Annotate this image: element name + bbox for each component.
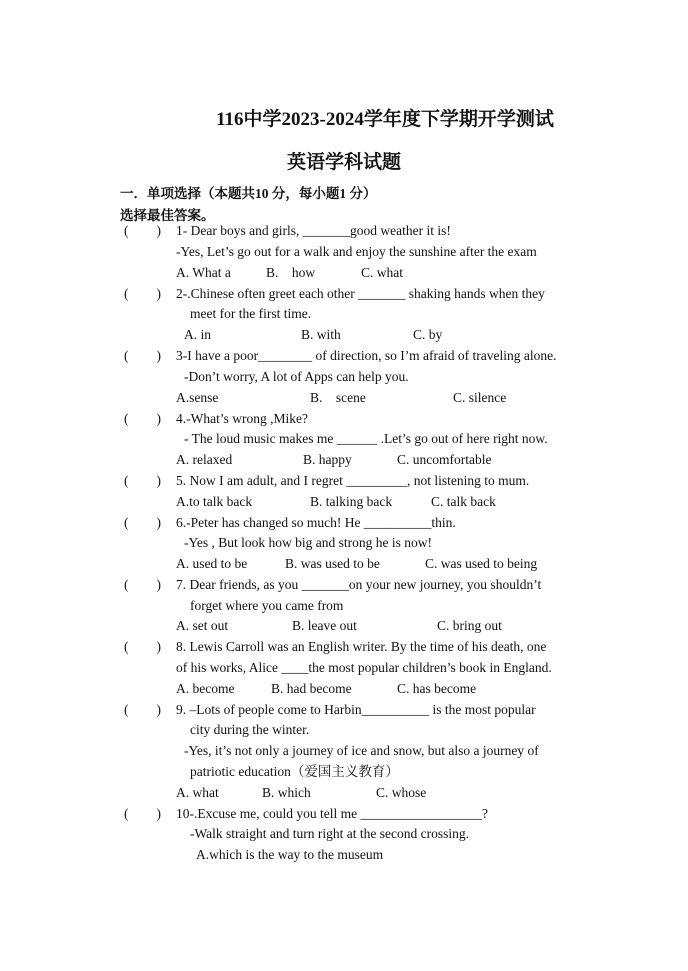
question-line: -Yes, it’s not only a journey of ice and snow, but also a journey of xyxy=(184,743,539,758)
answer-bracket: ( ) xyxy=(124,577,161,592)
question-line: 2-.Chinese often greet each other _______ shaking hands when they xyxy=(176,286,545,301)
question-line: 7. Dear friends, as you _______on your new journey, you shouldn’t xyxy=(176,577,542,592)
section-heading: 一．单项选择（本题共10 分，每小题1 分） xyxy=(120,186,377,201)
question-line: 6.-Peter has changed so much! He __________thin. xyxy=(176,515,456,530)
question-line: forget where you came from xyxy=(190,598,344,613)
option-a: A.which is the way to the museum xyxy=(196,847,384,862)
question-line: 8. Lewis Carroll was an English writer. By the time of his death, one xyxy=(176,639,547,654)
answer-bracket: ( ) xyxy=(124,286,161,301)
option-b: B. had become xyxy=(271,681,352,696)
option-a: A. What a xyxy=(176,265,231,280)
option-a: A.sense xyxy=(176,390,219,405)
option-a: A. what xyxy=(176,785,219,800)
option-c: C. uncomfortable xyxy=(397,452,492,467)
option-c: C. what xyxy=(361,265,403,280)
question-line: city during the winter. xyxy=(190,722,310,737)
option-c: C. by xyxy=(413,327,443,342)
option-a: A. set out xyxy=(176,618,229,633)
answer-bracket: ( ) xyxy=(124,515,161,530)
question-line: -Yes, Let’s go out for a walk and enjoy the sunshine after the exam xyxy=(176,244,537,259)
option-a: A. become xyxy=(176,681,235,696)
answer-bracket: ( ) xyxy=(124,348,161,363)
question-line: 3-I have a poor________ of direction, so I’m afraid of traveling alone. xyxy=(176,348,557,363)
option-a: A. relaxed xyxy=(176,452,233,467)
question-line: 9. –Lots of people come to Harbin__________ is the most popular xyxy=(176,702,536,717)
question-line: 4.-What’s wrong ,Mike? xyxy=(176,411,308,426)
answer-bracket: ( ) xyxy=(124,223,161,238)
option-a: A. in xyxy=(184,327,211,342)
answer-bracket: ( ) xyxy=(124,639,161,654)
exam-title: 116中学2023-2024学年度下学期开学测试 xyxy=(216,109,554,130)
question-line: - The loud music makes me ______ .Let’s go out of here right now. xyxy=(184,431,548,446)
option-c: C. bring out xyxy=(437,618,502,633)
option-b: B. talking back xyxy=(310,494,393,509)
option-b: B. scene xyxy=(310,390,366,405)
option-b: B. leave out xyxy=(292,618,357,633)
option-a: A. used to be xyxy=(176,556,248,571)
option-c: C. silence xyxy=(453,390,507,405)
answer-bracket: ( ) xyxy=(124,473,161,488)
option-b: B. how xyxy=(266,265,316,280)
option-b: B. with xyxy=(301,327,341,342)
option-b: B. happy xyxy=(303,452,352,467)
question-line: -Don’t worry, A lot of Apps can help you. xyxy=(184,369,409,384)
option-b: B. was used to be xyxy=(285,556,380,571)
option-c: C. talk back xyxy=(431,494,496,509)
option-c: C. has become xyxy=(397,681,477,696)
question-line: meet for the first time. xyxy=(190,306,312,321)
question-line: -Walk straight and turn right at the second crossing. xyxy=(190,826,469,841)
option-a: A.to talk back xyxy=(176,494,253,509)
question-line: patriotic education（爱国主义教育） xyxy=(190,764,399,779)
question-line: 1- Dear boys and girls, _______good weather it is! xyxy=(176,223,451,238)
section-instruction: 选择最佳答案。 xyxy=(120,208,215,223)
option-b: B. which xyxy=(262,785,311,800)
exam-subtitle: 英语学科试题 xyxy=(286,152,401,173)
question-line: 10-.Excuse me, could you tell me __________________? xyxy=(176,806,488,821)
question-line: -Yes , But look how big and strong he is now! xyxy=(184,535,433,550)
answer-bracket: ( ) xyxy=(124,806,161,821)
question-line: of his works, Alice ____the most popular children’s book in England. xyxy=(176,660,552,675)
answer-bracket: ( ) xyxy=(124,411,161,426)
option-c: C. whose xyxy=(376,785,427,800)
option-c: C. was used to being xyxy=(425,556,538,571)
answer-bracket: ( ) xyxy=(124,702,161,717)
question-line: 5. Now I am adult, and I regret _________, not listening to mum. xyxy=(176,473,530,488)
